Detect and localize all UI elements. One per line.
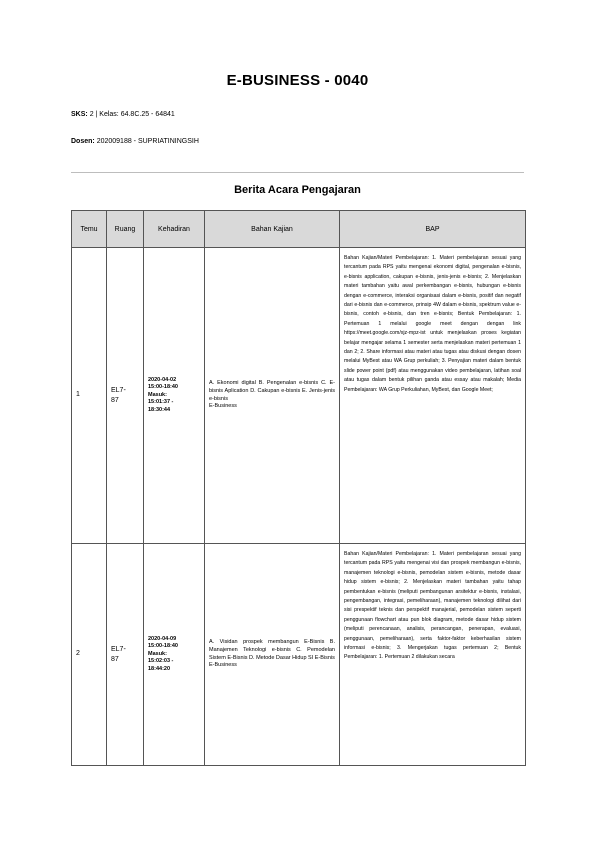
table-header-row <box>72 211 526 248</box>
column-header-kehadiran: Kehadiran <box>144 211 205 248</box>
kehadiran-cell: 2020-04-09 15:00-18:40 Masuk: 15:02:03 - 18:44:20 <box>144 544 205 766</box>
course-info <box>71 111 175 118</box>
bap-table <box>71 210 526 766</box>
column-header-ruang: Ruang <box>107 211 144 248</box>
column-header-bap: BAP <box>340 211 526 248</box>
kehadiran-cell: 2020-04-02 15:00-18:40 Masuk: 15:01:37 - 18:30:44 <box>144 248 205 544</box>
bahan-kajian-cell: A. Ekonomi digital B. Pengenalan e-bisnis C. E-bisnis Aplication D. Cakupan e-bisnis E. Jenis-jenis e-bisnis E-Business <box>205 248 340 544</box>
table-row <box>72 248 526 544</box>
sks-value: 2 | Kelas: 64.8C.25 - 64841 <box>89 111 175 118</box>
ruang-cell: EL7- 87 <box>107 248 144 544</box>
dosen-value: 202009188 - SUPRIATININGSIH <box>96 138 199 145</box>
temu-cell: 1 <box>72 248 107 544</box>
table-row <box>72 544 526 766</box>
section-title: Berita Acara Pengajaran <box>234 184 361 196</box>
sks-label: SKS: <box>71 111 88 118</box>
ruang-cell: EL7- 87 <box>107 544 144 766</box>
divider <box>71 172 524 173</box>
bap-cell: Bahan Kajian/Materi Pembelajaran: 1. Materi pembelajaran sesuai yang tercantum pada RPS yaitu mengenai visi dan prospek membangun e-bisnis, manajemen teknologi e-bisnis, pemodelan sistem e-bisnis, metode dasar hidup sistem e-bisnis; 2. Menjelaskan materi tambahan yaitu tahap pembentukan e-bisnis (meliputi pembangunan arsitektur e-bisnis, instalasi, pengembangan, integrasi, pemeliharaan), manajemen teknologi dilihat dari sisi prespektif teknis dan perspektif manajerial, pemodelan sistem seperti penggunaan flowchart atau pun blok diagram, metode dasar hidup sistem (meliputi perencanaan, analisis, perancangan, penerapan, evaluasi, penggunaan, pemeliharaan), serta faktor-faktor keberhasilan sistem informasi e-bisnis; 3. Mengerjakan tugas pertemuan 2; Bentuk Pembelajaran: 1. Pertemuan 2 dilakukan secara <box>340 544 526 766</box>
bahan-kajian-cell: A. Visidan prospek membangun E-Bisnis B. Manajemen Teknologi e-bisnis C. Pemodelan Sistem E-Bisnis D. Metode Dasar Hidup SI E-Bisnis E-Business <box>205 544 340 766</box>
dosen-label: Dosen: <box>71 138 95 145</box>
column-header-bahan-kajian: Bahan Kajian <box>205 211 340 248</box>
temu-cell: 2 <box>72 544 107 766</box>
lecturer-info <box>71 138 199 145</box>
column-header-temu: Temu <box>72 211 107 248</box>
document-title: E-BUSINESS - 0040 <box>226 72 369 89</box>
bap-cell: Bahan Kajian/Materi Pembelajaran: 1. Materi pembelajaran sesuai yang tercantum pada RPS yaitu mengenai ekonomi digital, pengenalan e-bisnis, e-bisnis application, cakupan e-bisnis, jenis-jenis e-bisnis; 2. Menjelaskan materi tambahan yaitu awal perkembangan e-bisnis, hubungan e-bisnis dengan e-commerce, interaksi organisasi dalam e-bisnis, positif dan negatif dari e-bisnis dan e-commerce, prinsip 4W dalam e-bisnis, spektrum value e-bisnis, contoh e-bisnis, dan tren e-bisnis; Bentuk Pembelajaran: 1. Pertemuan 1 melalui google meet dengan dengan link https://meet.google.com/xjz-mpz-ist untuk menjelaskan proses kegiatan belajar mengajar selama 1 semester serta menjelaskan materi pertemuan 1 dan 2; 2. Share informasi atau materi atau tugas atau diskusi dengan dosen melalui MyBest atau WA Grup perkuliah; 3. Penyajian materi dalam bentuk slide power point (pdf) atau menggunakan video pembelajaran, latihan soal atau tugas dalam bentuk pilihan ganda atau essay atau makalah; Media Pembelajaran: WA Grup Perkuliahan, MyBest, dan Google Meet; <box>340 248 526 544</box>
